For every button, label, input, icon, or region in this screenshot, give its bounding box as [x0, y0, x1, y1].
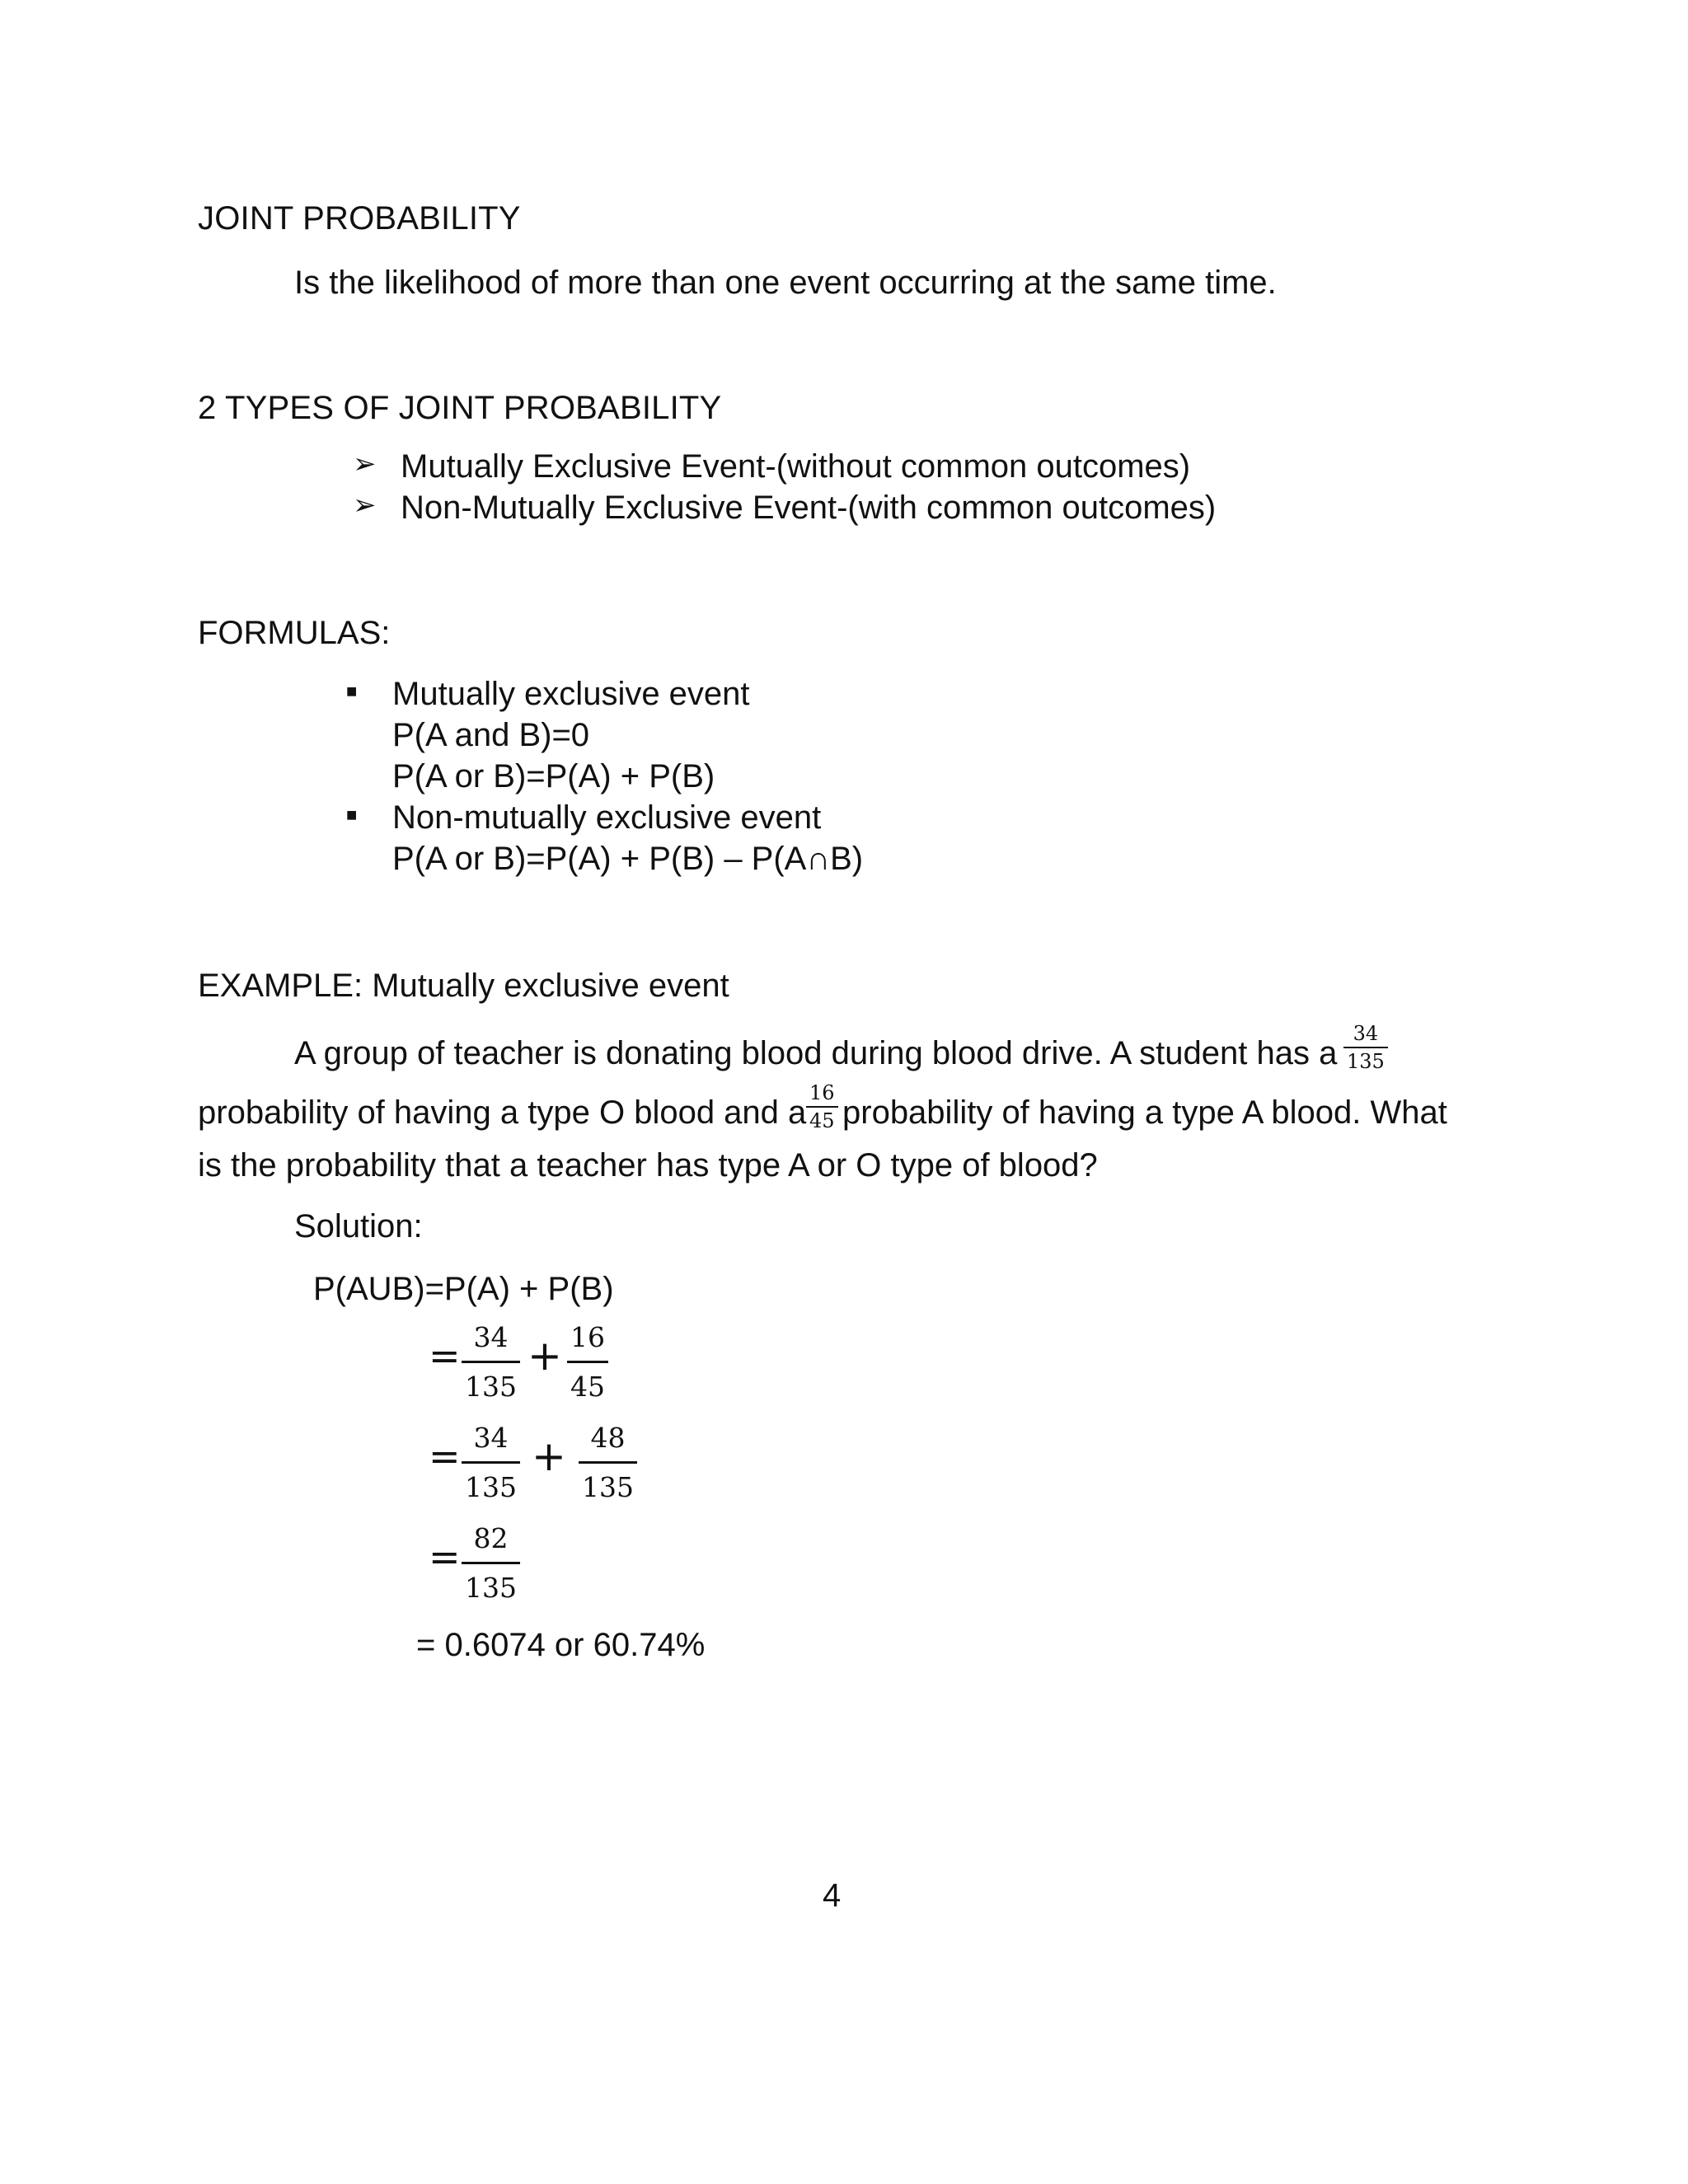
plus-sign: + [532, 1432, 566, 1480]
section-heading-joint-probability: JOINT PROBABILITY [198, 200, 521, 237]
plus-sign: + [528, 1332, 562, 1380]
type-item-non-mutually-exclusive: Non-Mutually Exclusive Event-(with common outcomes) [401, 490, 1217, 526]
fraction-16-45 [806, 1083, 838, 1131]
fraction-numerator: 48 [590, 1422, 626, 1454]
fraction-denominator: 45 [809, 1109, 835, 1132]
formula-and-zero: P(A and B)=0 [392, 717, 590, 753]
example-line-1: A group of teacher is donating blood during blood drive. A student has a [294, 1035, 1338, 1071]
arrow-bullet-icon: ➢ [353, 490, 377, 521]
fraction-16-45 [567, 1321, 608, 1403]
fraction-denominator: 45 [570, 1371, 605, 1403]
equals-sign: = [429, 1333, 461, 1378]
arrow-bullet-icon: ➢ [353, 448, 377, 480]
square-bullet-icon: ■ [346, 681, 358, 701]
fraction-denominator: 135 [465, 1471, 517, 1503]
formula-title-non-mutually-exclusive: Non-mutually exclusive event [392, 799, 822, 836]
formula-title-mutually-exclusive: Mutually exclusive event [392, 676, 750, 712]
solution-label: Solution: [294, 1208, 423, 1244]
section-heading-formulas: FORMULAS: [198, 615, 391, 651]
solution-result: = 0.6074 or 60.74% [416, 1627, 706, 1663]
definition-text: Is the likelihood of more than one event occurring at the same time. [294, 265, 1277, 301]
fraction-48-135 [579, 1424, 637, 1501]
fraction-82-135 [462, 1522, 520, 1604]
example-line-3: is the probability that a teacher has type A or O type of blood? [198, 1147, 1098, 1183]
fraction-34-135 [462, 1321, 520, 1403]
square-bullet-icon: ■ [346, 804, 358, 825]
equals-sign: = [429, 1434, 461, 1479]
fraction-numerator: 34 [473, 1321, 509, 1353]
formula-or-sum: P(A or B)=P(A) + P(B) [392, 758, 715, 794]
solution-formula: P(AUB)=P(A) + P(B) [313, 1271, 614, 1307]
fraction-numerator: 34 [473, 1422, 509, 1454]
fraction-numerator: 82 [473, 1522, 509, 1554]
example-line-2-end: probability of having a type A blood. What [842, 1094, 1447, 1131]
fraction-34-135 [462, 1424, 520, 1501]
fraction-denominator: 135 [582, 1471, 634, 1503]
fraction-denominator: 135 [465, 1371, 517, 1403]
fraction-34-135 [1343, 1024, 1388, 1071]
fraction-denominator: 135 [1347, 1050, 1385, 1073]
type-item-mutually-exclusive: Mutually Exclusive Event-(without common outcomes) [401, 448, 1191, 485]
equals-sign: = [429, 1535, 461, 1579]
fraction-numerator: 16 [809, 1081, 835, 1104]
page-number: 4 [823, 1877, 842, 1914]
example-line-2-start: probability of having a type O blood and a [198, 1094, 807, 1131]
formula-or-intersection: P(A or B)=P(A) + P(B) – P(A∩B) [392, 841, 864, 877]
fraction-denominator: 135 [465, 1572, 517, 1604]
fraction-numerator: 16 [570, 1321, 605, 1353]
fraction-numerator: 34 [1353, 1022, 1379, 1045]
section-heading-types: 2 TYPES OF JOINT PROBABILITY [198, 390, 722, 426]
example-heading: EXAMPLE: Mutually exclusive event [198, 968, 729, 1004]
